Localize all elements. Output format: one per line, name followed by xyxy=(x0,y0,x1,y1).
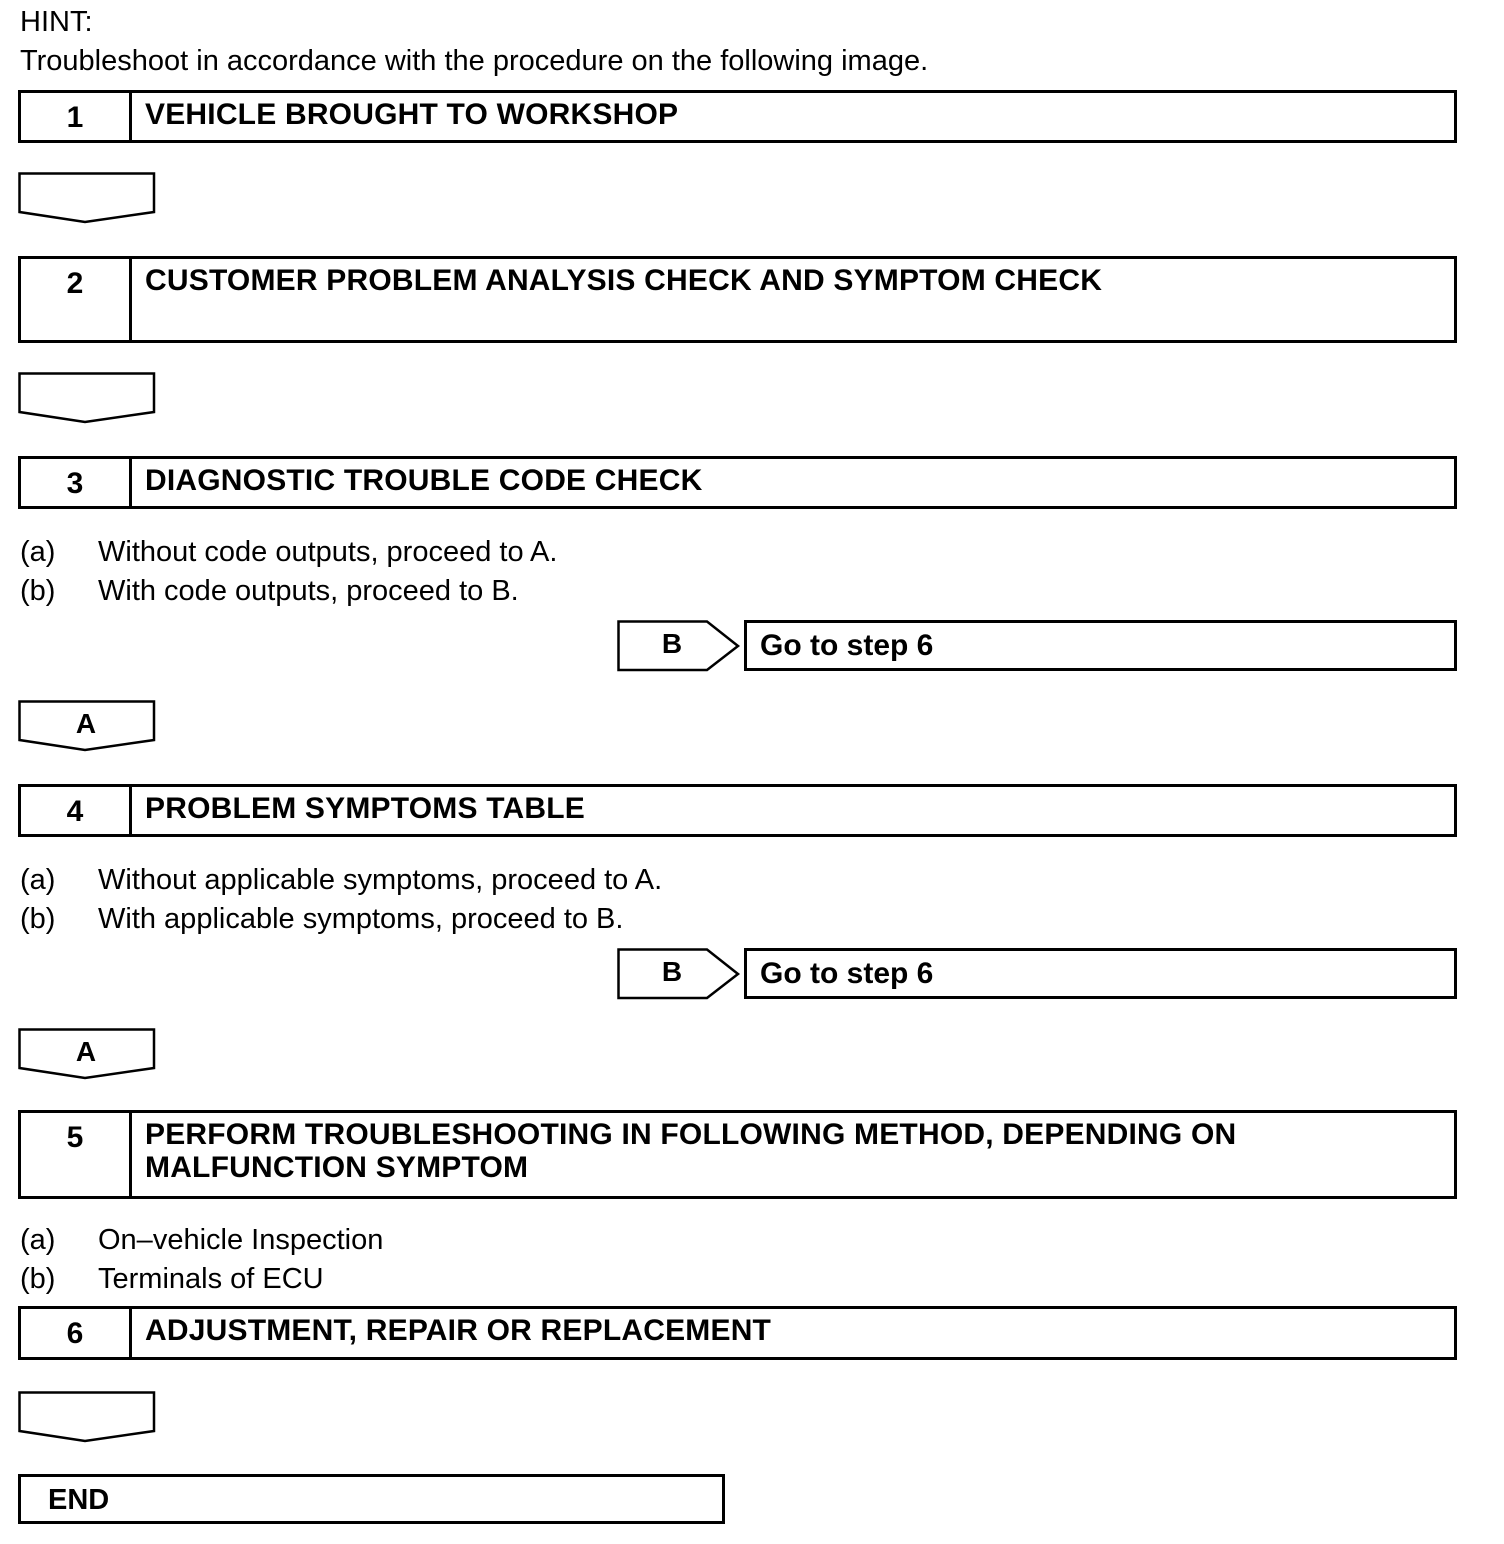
item-text: Terminals of ECU xyxy=(98,1263,324,1295)
step-5-item-a xyxy=(20,1226,820,1258)
flow-arrow-icon xyxy=(18,1391,156,1443)
branch-tag-label: B xyxy=(661,628,683,659)
item-text: Without applicable symptoms, proceed to A. xyxy=(98,864,663,896)
step-4-item-b xyxy=(20,905,920,937)
step-5-title xyxy=(132,1113,1454,1196)
step-3-branch-tag xyxy=(617,620,741,672)
item-label: (a) xyxy=(20,864,56,896)
step-4-goto-box: Go to step 6 xyxy=(744,948,1457,999)
item-label: (a) xyxy=(20,536,56,568)
flow-result-label: A xyxy=(75,1036,97,1067)
hint-label: HINT: xyxy=(20,6,93,38)
step-6-box xyxy=(18,1306,1457,1360)
step-4-box xyxy=(18,784,1457,837)
step-3-item-b xyxy=(20,577,820,609)
step-6-title: ADJUSTMENT, REPAIR OR REPLACEMENT xyxy=(145,1314,772,1347)
step-1-box xyxy=(18,90,1457,143)
step-5-number: 5 xyxy=(21,1113,132,1196)
step-5-title-line-1: PERFORM TROUBLESHOOTING IN FOLLOWING METHOD, DEPENDING ON xyxy=(145,1118,1237,1151)
item-label: (a) xyxy=(20,1224,56,1256)
step-4-branch-tag xyxy=(617,948,741,1000)
step-1-title: VEHICLE BROUGHT TO WORKSHOP xyxy=(145,98,679,131)
step-3-box xyxy=(18,456,1457,509)
flow-arrow-3 xyxy=(18,700,156,752)
item-text: With code outputs, proceed to B. xyxy=(98,575,519,607)
flow-arrow-icon xyxy=(18,372,156,424)
step-4-item-a xyxy=(20,866,920,898)
item-text: Without code outputs, proceed to A. xyxy=(98,536,558,568)
step-2-box xyxy=(18,256,1457,343)
flow-arrow-2 xyxy=(18,372,156,424)
step-5-title-line-2: MALFUNCTION SYMPTOM xyxy=(145,1151,529,1184)
step-3-item-a xyxy=(20,538,820,570)
step-4-title: PROBLEM SYMPTOMS TABLE xyxy=(145,792,585,825)
hint-text: Troubleshoot in accordance with the procedure on the following image. xyxy=(20,45,929,77)
step-4-number: 4 xyxy=(21,787,132,834)
flow-arrow-icon xyxy=(18,172,156,224)
branch-tag-label: B xyxy=(661,956,683,987)
flow-arrow-4 xyxy=(18,1028,156,1080)
step-3-goto-box: Go to step 6 xyxy=(744,620,1457,671)
step-3-number: 3 xyxy=(21,459,132,506)
step-6-number: 6 xyxy=(21,1309,132,1357)
step-2-title: CUSTOMER PROBLEM ANALYSIS CHECK AND SYMPTOM CHECK xyxy=(145,264,1103,297)
item-label: (b) xyxy=(20,1263,56,1295)
step-5-item-b xyxy=(20,1265,820,1297)
step-3-title: DIAGNOSTIC TROUBLE CODE CHECK xyxy=(145,464,703,497)
item-text: On–vehicle Inspection xyxy=(98,1224,384,1256)
flow-arrow-1 xyxy=(18,172,156,224)
flow-result-label: A xyxy=(75,708,97,739)
item-label: (b) xyxy=(20,903,56,935)
step-2-number: 2 xyxy=(21,259,132,340)
item-text: With applicable symptoms, proceed to B. xyxy=(98,903,624,935)
flow-arrow-5 xyxy=(18,1391,156,1443)
step-5-box xyxy=(18,1110,1457,1199)
item-label: (b) xyxy=(20,575,56,607)
end-box: END xyxy=(18,1474,725,1524)
step-1-number: 1 xyxy=(21,93,132,140)
